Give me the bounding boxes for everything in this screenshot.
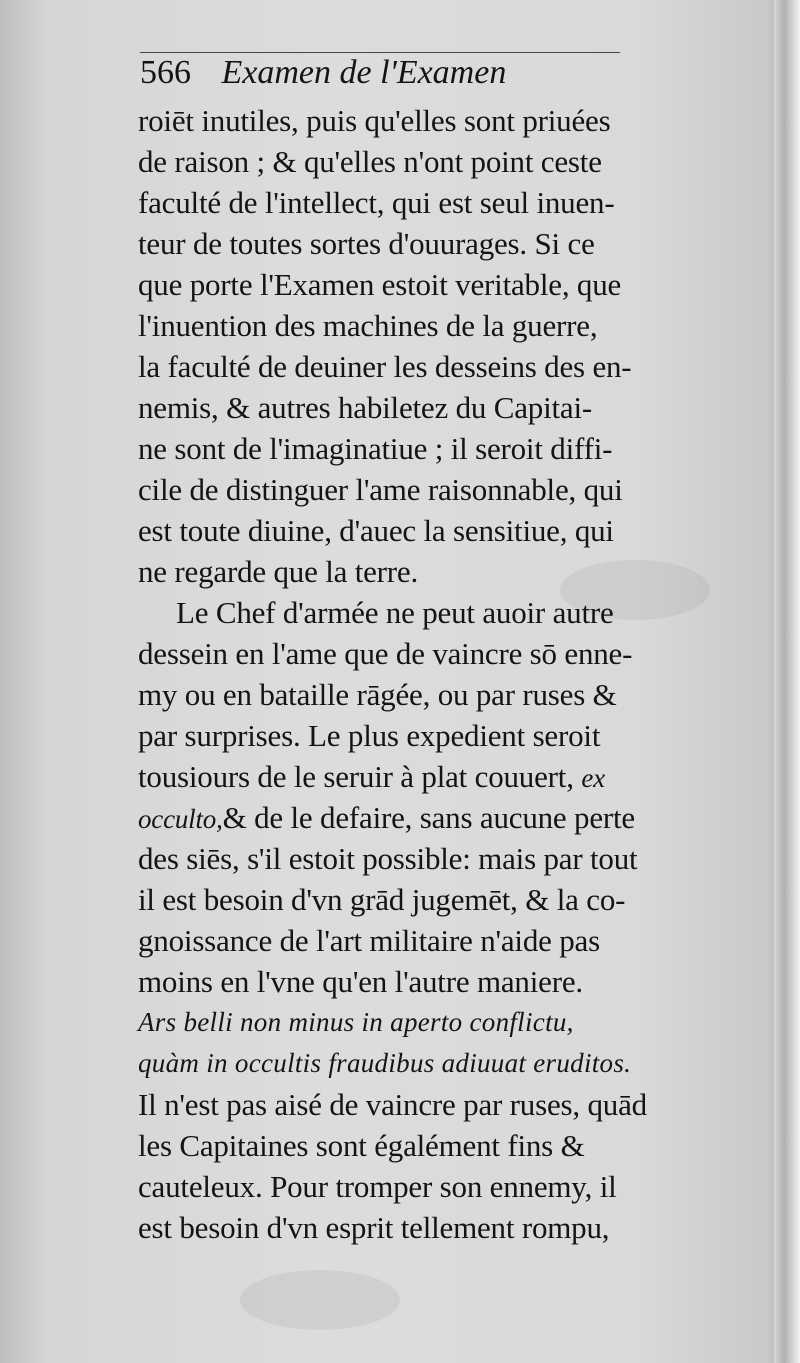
latin-quote-line: Ars belli non minus in aperto conflictu, <box>138 1007 574 1037</box>
text-line: faculté de l'intellect, qui est seul inuen- <box>138 185 615 220</box>
text-line: gnoissance de l'art militaire n'aide pas <box>138 923 600 958</box>
text-line: cile de distinguer l'ame raisonnable, qui <box>138 472 623 507</box>
text-line: my ou en bataille rāgée, ou par ruses & <box>138 677 617 712</box>
latin-quote-line: quàm in occultis fraudibus adiuuat eruditos. <box>138 1048 632 1078</box>
body-text <box>138 100 738 1248</box>
text-line: est toute diuine, d'auec la sensitiue, qui <box>138 513 614 548</box>
text-line: des siēs, s'il estoit possible: mais par tout <box>138 841 638 876</box>
text-line: cauteleux. Pour tromper son ennemy, il <box>138 1169 617 1204</box>
text-line: est besoin d'vn esprit tellement rompu, <box>138 1210 610 1245</box>
text-line <box>138 756 738 797</box>
text-line: nemis, & autres habiletez du Capitai- <box>138 390 593 425</box>
text-line: que porte l'Examen estoit veritable, que <box>138 267 622 302</box>
text-line: teur de toutes sortes d'ouurages. Si ce <box>138 226 595 261</box>
text-line: roiēt inutiles, puis qu'elles sont priuées <box>138 103 611 138</box>
text-line: par surprises. Le plus expedient seroit <box>138 718 601 753</box>
line-text: tousiours de le seruir à plat couuert, <box>138 759 574 794</box>
running-header <box>140 48 640 98</box>
text-line: dessein en l'ame que de vaincre sō enne- <box>138 636 633 671</box>
paragraph-start-line: Le Chef d'armée ne peut auoir autre <box>176 595 614 630</box>
bleed-through-stain <box>240 1270 400 1330</box>
latin-word: ex <box>581 763 605 793</box>
text-line: ne sont de l'imaginatiue ; il seroit diffi- <box>138 431 613 466</box>
running-title: Examen de l'Examen <box>221 54 507 91</box>
header-rule <box>140 52 620 53</box>
page-number: 566 <box>140 54 191 91</box>
text-line: les Capitaines sont égalément fins & <box>138 1128 585 1163</box>
text-line: ne regarde que la terre. <box>138 554 419 589</box>
line-text: de le defaire, sans aucune perte <box>254 800 635 835</box>
text-line: l'inuention des machines de la guerre, <box>138 308 598 343</box>
text-line: moins en l'vne qu'en l'autre maniere. <box>138 964 583 999</box>
page-edge <box>774 0 800 1363</box>
text-line <box>138 797 738 838</box>
line-text: & <box>222 800 255 835</box>
latin-word: occulto, <box>138 804 223 834</box>
text-line: de raison ; & qu'elles n'ont point ceste <box>138 144 602 179</box>
text-line: la faculté de deuiner les desseins des en- <box>138 349 632 384</box>
text-line: il est besoin d'vn grād jugemēt, & la co- <box>138 882 626 917</box>
text-line: Il n'est pas aisé de vaincre par ruses, quād <box>138 1087 647 1122</box>
